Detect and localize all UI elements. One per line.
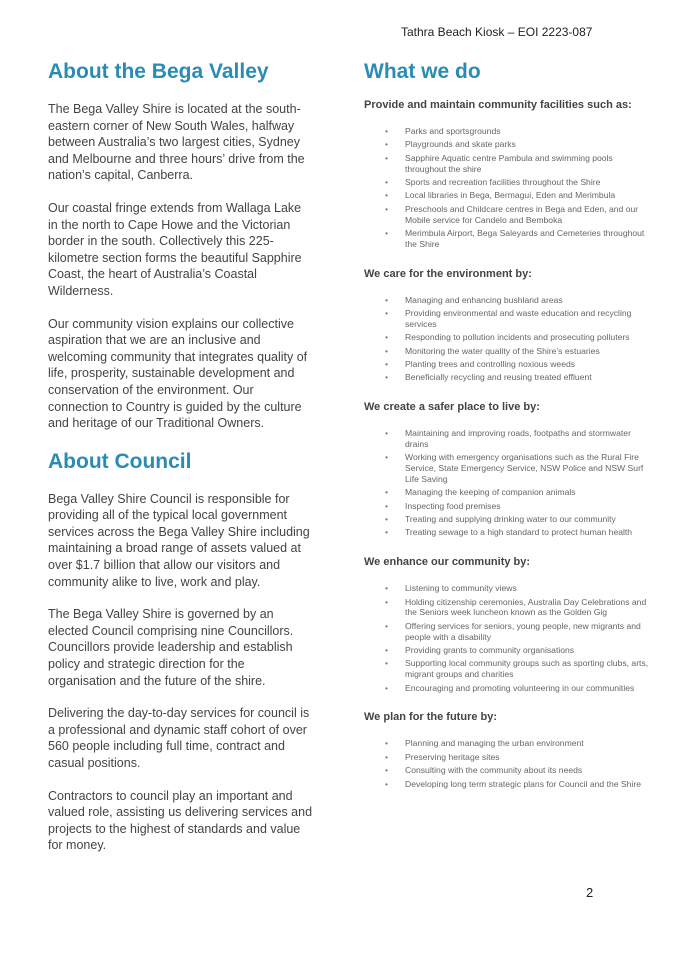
what-we-do-heading: What we do [364,60,481,83]
section-heading: Provide and maintain community facilities such as: [364,99,632,111]
list-item: • Preserving heritage sites [405,752,654,763]
paragraph: The Bega Valley Shire is located at the south-eastern corner of New South Wales, halfway between Australia’s two largest cities, Sydney and Melbourne and three hours’ drive from the nation’s capital, Canberra. [48,102,305,183]
list-item: • Sapphire Aquatic centre Pambula and swimming pools throughout the shire [405,153,654,175]
list-item: • Holding citizenship ceremonies, Australia Day Celebrations and the Seniors week luncheon known as the Golden Gig [405,597,654,619]
bullet-list [364,738,654,789]
list-item: • Preschools and Childcare centres in Bega and Eden, and our Mobile service for Candelo and Bemboka [405,204,654,226]
bullet-list [364,295,654,384]
list-item: • Local libraries in Bega, Bermagui, Eden and Merimbula [405,190,654,201]
right-column [364,58,654,806]
left-column [48,58,313,870]
list-item: • Working with emergency organisations such as the Rural Fire Service, State Emergency Service, NSW Police and NSW Surf Life Saving [405,452,654,484]
list-item: • Parks and sportsgrounds [405,126,654,137]
bullet-list [364,126,654,250]
paragraph: Delivering the day-to-day services for council is a professional and dynamic staff cohort of over 560 people including full time, contract and casual positions. [48,706,310,770]
list-item: • Listening to community views [405,583,654,594]
section-heading: We care for the environment by: [364,267,532,280]
paragraph: Our community vision explains our collective aspiration that we are an inclusive and welcoming community that integrates quality of life, prosperity, sustainable development and conservation of the environment. Our connection to Country is guided by the culture and heritage of our Traditional Owners. [48,316,308,431]
about-bega-valley-heading: About the Bega Valley [48,60,269,83]
section-heading: We plan for the future by: [364,711,498,724]
paragraph: The Bega Valley Shire is governed by an elected Council comprising nine Councillors. Councillors provide leadership and establish policy and strategic direction for the organisation and the future of the shire. [48,607,294,688]
list-item: • Maintaining and improving roads, footpaths and stormwater drains [405,428,654,450]
list-item: • Planting trees and controlling noxious weeds [405,359,654,370]
page-number: 2 [586,885,594,900]
list-item: • Providing grants to community organisations [405,645,654,656]
list-item: • Beneficially recycling and reusing treated effluent [405,372,654,383]
section-heading: We create a safer place to live by: [364,401,540,414]
list-item: • Managing and enhancing bushland areas [405,295,654,306]
paragraph: Bega Valley Shire Council is responsible for providing all of the typical local government services across the Bega Valley Shire including maintaining a broad range of assets valued at over $1.7 billion that allow our visitors and community alike to live, work and play. [48,491,310,589]
list-item: • Developing long term strategic plans for Council and the Shire [405,779,654,790]
paragraph: Contractors to council play an important and valued role, assisting us delivering services and projects to the highest of standards and value for money. [48,788,313,853]
list-item: • Consulting with the community about its needs [405,765,654,776]
list-item: • Playgrounds and skate parks [405,139,654,150]
list-item: • Inspecting food premises [405,501,654,512]
bullet-list [364,428,654,538]
list-item: • Merimbula Airport, Bega Saleyards and Cemeteries throughout the Shire [405,228,654,250]
list-item: • Treating sewage to a high standard to protect human health [405,527,654,538]
list-item: • Providing environmental and waste education and recycling services [405,308,654,330]
list-item: • Responding to pollution incidents and prosecuting polluters [405,332,654,343]
list-item: • Monitoring the water quality of the Shire’s estuaries [405,346,654,357]
about-council-heading: About Council [48,449,192,473]
section-heading: We enhance our community by: [364,556,531,569]
list-item: • Treating and supplying drinking water to our community [405,514,654,525]
services-sections [364,98,654,789]
list-item: • Sports and recreation facilities throughout the Shire [405,177,654,188]
list-item: • Encouraging and promoting volunteering in our communities [405,683,654,694]
list-item: • Supporting local community groups such as sporting clubs, arts, migrant groups and charities [405,658,654,680]
list-item: • Managing the keeping of companion animals [405,487,654,498]
list-item: • Offering services for seniors, young people, new migrants and people with a disability [405,621,654,643]
bullet-list [364,583,654,693]
document-reference: Tathra Beach Kiosk – EOI 2223-087 [401,25,593,39]
paragraph: Our coastal fringe extends from Wallaga Lake in the north to Cape Howe and the Victorian border in the south. Collectively this 225-kilometre section forms the beautiful Sapphire Coast, the heart of Australia’s Coastal Wilderness. [48,200,302,298]
list-item: • Planning and managing the urban environment [405,738,654,749]
